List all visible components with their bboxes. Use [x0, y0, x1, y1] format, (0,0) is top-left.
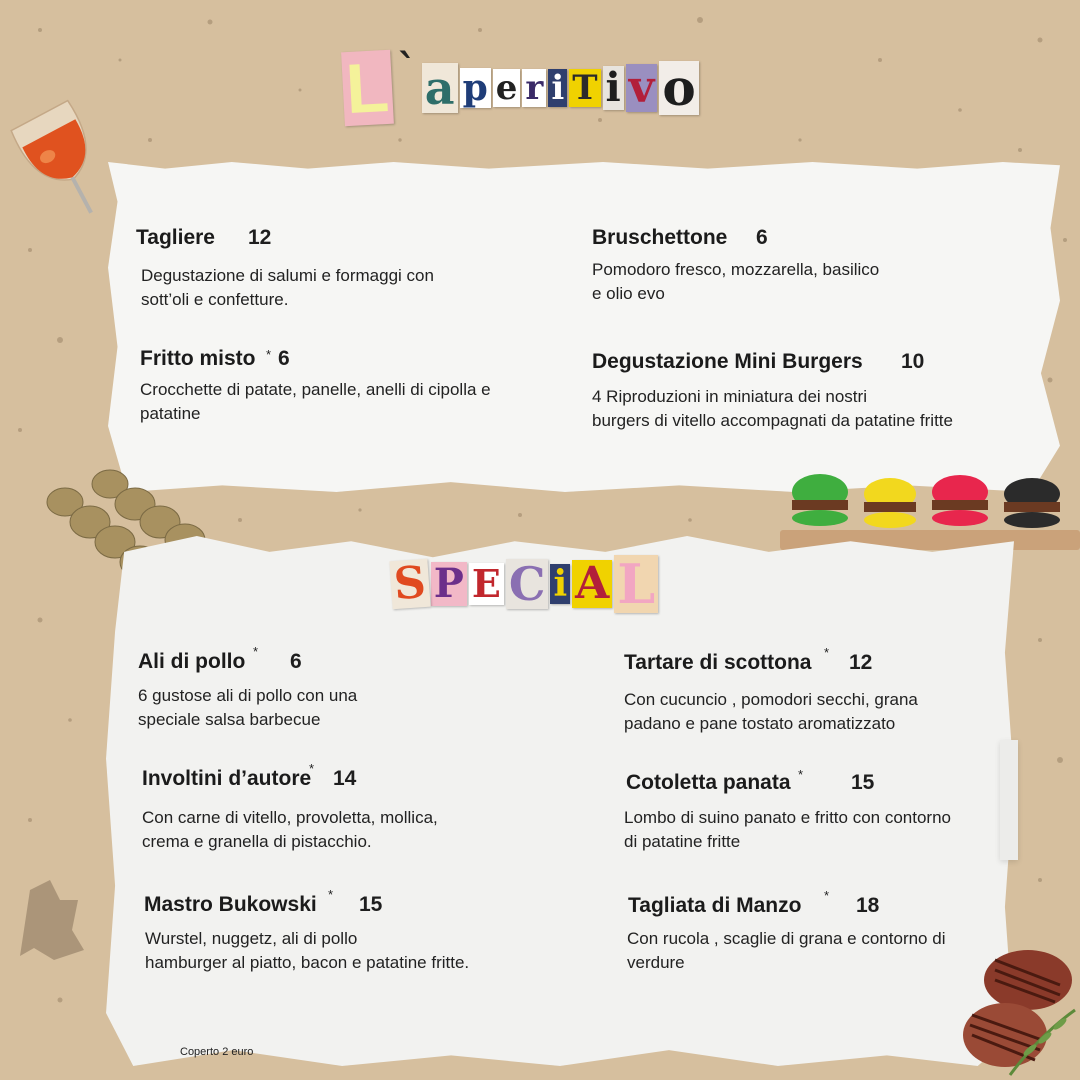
menu-item: [142, 761, 357, 791]
cover-charge: Coperto 2 euro: [180, 1046, 254, 1058]
item-description: Degustazione di salumi e formaggi con sott’oli e confetture.: [141, 266, 434, 309]
title-letter: a: [422, 63, 458, 113]
title-letter: `: [396, 46, 417, 93]
item-star: *: [824, 888, 830, 903]
title-letter: E: [469, 563, 504, 605]
item-name: Ali di pollo: [138, 650, 246, 673]
item-price: 10: [901, 350, 925, 373]
item-star: *: [328, 887, 334, 902]
item-price: 15: [851, 771, 875, 794]
aperitivo-title: [342, 48, 700, 128]
menu-item: [592, 350, 925, 374]
title-letter: v: [626, 64, 658, 112]
item-name: Involtini d’autore: [142, 767, 312, 790]
item-price: 6: [278, 347, 290, 370]
item-price: 6: [290, 650, 302, 673]
title-letter: P: [431, 562, 467, 606]
mini-burgers-image: [780, 470, 1080, 554]
item-name: Degustazione Mini Burgers: [592, 350, 863, 373]
title-letter: T: [569, 69, 600, 107]
title-letter: i: [548, 69, 567, 107]
item-description: Lombo di suino panato e fritto con contorno di patatine fritte: [624, 808, 951, 851]
item-description: Con cucuncio , pomodori secchi, grana padano e pane tostato aromatizzato: [624, 690, 918, 733]
steak-image: [950, 940, 1080, 1080]
aperitivo-paper: [108, 162, 1060, 492]
item-name: Tartare di scottona: [624, 651, 812, 674]
title-letter: L: [341, 50, 394, 126]
item-description: Wurstel, nuggetz, ali di pollo hamburger al piatto, bacon e patatine fritte.: [145, 929, 470, 972]
item-description: 4 Riproduzioni in miniatura dei nostri burgers di vitello accompagnati da patatine fritte: [592, 387, 953, 430]
item-star: *: [798, 767, 804, 782]
item-name: Cotoletta panata: [626, 771, 791, 794]
item-price: 6: [756, 226, 768, 249]
item-name: Tagliere: [136, 226, 215, 249]
menu-item: [136, 226, 272, 250]
item-price: 15: [359, 893, 383, 916]
title-letter: o: [659, 61, 698, 115]
title-letter: L: [614, 555, 658, 613]
menu-item: [628, 888, 880, 918]
item-description: Con carne di vitello, provoletta, mollica, crema e granella di pistacchio.: [142, 808, 438, 851]
item-star: *: [266, 347, 272, 362]
spritz-glass-image: [0, 88, 130, 218]
item-price: 12: [248, 226, 272, 249]
special-title: [390, 552, 659, 616]
menu-item: [140, 347, 290, 371]
item-description: 6 gustose ali di pollo con una speciale salsa barbecue: [138, 686, 358, 729]
menu-item: [624, 645, 873, 675]
title-letter: A: [572, 560, 612, 608]
item-description: Pomodoro fresco, mozzarella, basilico e olio evo: [592, 260, 880, 303]
item-star: *: [309, 761, 315, 776]
title-letter: S: [389, 559, 430, 610]
title-letter: i: [603, 66, 624, 110]
menu-item: [626, 767, 875, 795]
title-letter: r: [522, 69, 546, 107]
menu-item: [144, 887, 383, 917]
title-letter: i: [550, 564, 570, 604]
item-price: 18: [856, 894, 880, 917]
item-name: Bruschettone: [592, 226, 728, 249]
item-name: Mastro Bukowski: [144, 893, 317, 916]
item-name: Fritto misto: [140, 347, 256, 370]
item-star: *: [253, 644, 259, 659]
item-name: Tagliata di Manzo: [628, 894, 802, 917]
item-price: 12: [849, 651, 873, 674]
menu-item: [592, 226, 768, 250]
item-price: 14: [333, 767, 357, 790]
title-letter: C: [506, 559, 549, 609]
item-description: Crocchette di patate, panelle, anelli di cipolla e patatine: [140, 380, 491, 423]
item-star: *: [824, 645, 830, 660]
menu-item: [138, 644, 302, 674]
item-description: Con rucola , scaglie di grana e contorno di verdure: [627, 929, 946, 972]
title-letter: p: [460, 68, 491, 108]
title-letter: e: [493, 69, 521, 107]
special-paper-tab: [1000, 740, 1018, 860]
